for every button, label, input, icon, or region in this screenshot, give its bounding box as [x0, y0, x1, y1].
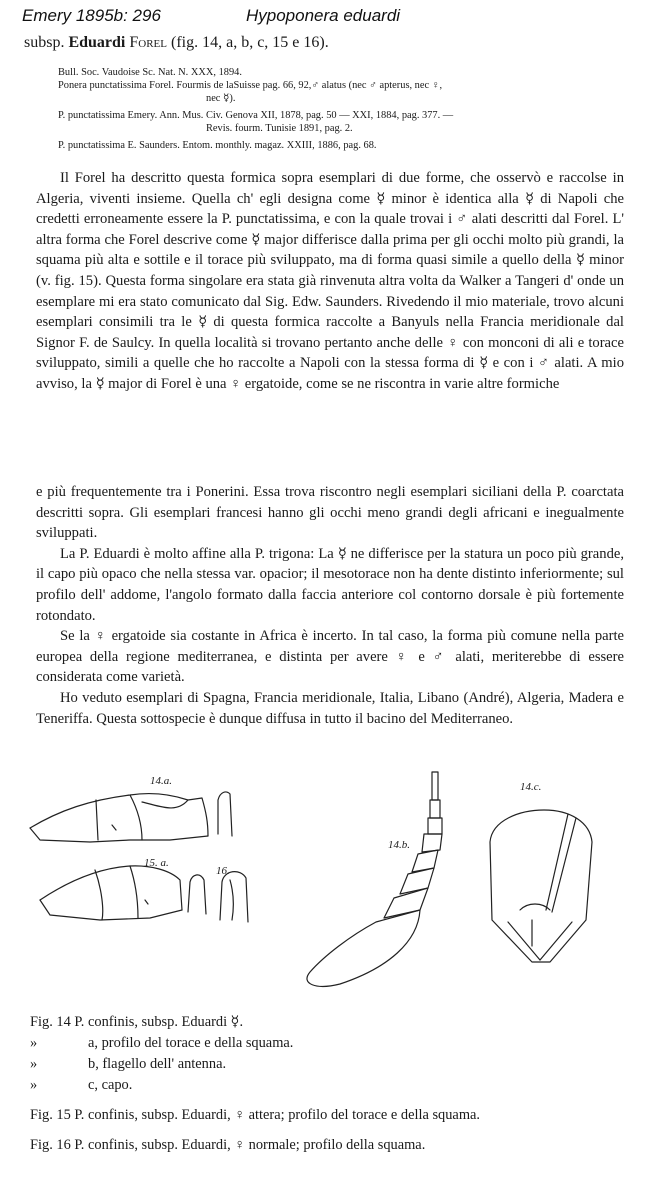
paragraph: Se la ♀ ergatoide sia costante in Africa è incerto. In tal caso, la forma più comune nella parte europea della regione mediterranea, e distinta per avere ♀ e ♂ alati, meriterebbe di essere considerata come varietà. — [36, 628, 624, 686]
fig-16-squama-profile — [220, 872, 248, 922]
header-citation: Emery 1895b: 296 — [22, 6, 161, 25]
fig-14a-thorax-profile — [30, 792, 232, 842]
ditto-mark: » — [30, 1077, 38, 1093]
caption-fig14a: a, profilo del torace e della squama. — [88, 1035, 294, 1051]
paragraph: Ho veduto esemplari di Spagna, Francia meridionale, Italia, Libano (André), Algeria, Madera e Teneriffa. Questa sottospecie è dunque diffusa in tutto il bacino del Mediterraneo. — [36, 689, 624, 727]
reference-line: P. punctatissima E. Saunders. Entom. monthly. magaz. XXIII, 1886, pag. 68. — [58, 140, 377, 151]
paragraph: e più frequentemente tra i Ponerini. Essa trova riscontro negli esemplari siciliani della P. coarctata descritti sopra. Gli esemplari francesi hanno gli occhi meno grandi degli africani e inegualmente sviluppati. — [36, 484, 624, 542]
figure-plate — [20, 770, 640, 995]
paragraph: La P. Eduardi è molto affine alla P. trigona: La ☿ ne differisce per la statura un poco più grande, il capo più opaco che nella stessa var. opacior; il mesotorace non ha dente distinto inferiormente; sul profilo dell' addome, l'angolo formato dalla faccia anteriore col contorno dorsale è più fortemente rotondato. — [36, 545, 624, 624]
subspecies-author: Forel — [129, 34, 167, 51]
fig-15a-thorax-profile — [40, 866, 206, 920]
fig-14c-head — [490, 810, 592, 962]
reference-line: Revis. fourm. Tunisie 1891, pag. 2. — [206, 123, 353, 134]
fig-14c-label: 14.c. — [520, 781, 542, 793]
fig-16-label: 16. — [216, 865, 230, 877]
fig-15a-label: 15. a. — [144, 857, 169, 869]
caption-fig14a-row — [30, 1033, 630, 1054]
subspecies-prefix: subsp. — [24, 34, 69, 51]
header-species: Hypoponera eduardi — [246, 6, 401, 25]
figure-captions — [30, 1012, 630, 1156]
synonymy-references — [58, 66, 633, 152]
caption-fig14c: c, capo. — [88, 1077, 133, 1093]
reference-line: Ponera punctatissima Forel. Fourmis de laSuisse pag. 66, 92,♂ alatus (nec ♂ apterus, nec ♀, — [58, 80, 443, 91]
caption-fig16: Fig. 16 P. confinis, subsp. Eduardi, ♀ normale; profilo della squama. — [30, 1137, 426, 1153]
fig-14b-antenna-flagellum — [307, 772, 442, 986]
caption-fig14b: b, flagello dell' antenna. — [88, 1056, 227, 1072]
body-block-1 — [36, 168, 624, 395]
fig-14b-label: 14.b. — [388, 839, 410, 851]
caption-fig15: Fig. 15 P. confinis, subsp. Eduardi, ♀ attera; profilo del torace e della squama. — [30, 1107, 481, 1123]
caption-fig14c-row — [30, 1075, 630, 1096]
reference-line: Bull. Soc. Vaudoise Sc. Nat. N. XXX, 1894. — [58, 67, 242, 78]
reference-line: nec ☿). — [206, 93, 236, 104]
subspecies-heading — [24, 34, 329, 52]
reference-line: P. punctatissima Emery. Ann. Mus. Civ. Genova XII, 1878, pag. 50 — XXI, 1884, pag. 377. — — [58, 110, 454, 121]
subspecies-figref: (fig. 14, a, b, c, 15 e 16). — [171, 34, 329, 51]
paragraph: Il Forel ha descritto questa formica sopra esemplari di due forme, che osservò e raccolse in Algeria, viventi insieme. Quella ch' egli designa come ☿ minor è identica alla ☿ di Napoli che credetti erroneamente essere la P. punctatissima, e con la quale trovai i ♂ alati descritti dal Forel. L' altra forma che Forel descrive come ☿ major differisce dalla prima per gli occhi molto più grandi, la squama più alta e sottile e il torace più sviluppato, ma di forma quasi simile a quello della ☿ minor (v. fig. 15). Questa forma singolare era stata già rinvenuta altra volta da Walker a Tangeri d' onde un esemplare mi era stato comunicato dal Sig. Edw. Saunders. Rivedendo il mio materiale, trovo alcuni esemplari consimili tra le ☿ di questa formica raccolte a Banyuls nella Francia meridionale dal Signor F. de Saulcy. In quella località si trovano pertanto anche delle ♀ con monconi di ali e torace sviluppato, simili a quelle che ho raccolte a Napoli con la stessa forma di ☿ e con i ♂ alati. A mio avviso, la ☿ major di Forel è una ♀ ergatoide, come se ne riscontra in varie altre formiche — [36, 170, 624, 392]
ant-drawings — [20, 770, 640, 995]
caption-fig14b-row — [30, 1054, 630, 1075]
body-block-2 — [36, 482, 624, 729]
fig-14a-label: 14.a. — [150, 775, 172, 787]
subspecies-name: Eduardi — [68, 34, 126, 51]
ditto-mark: » — [30, 1035, 38, 1051]
caption-fig14: Fig. 14 P. confinis, subsp. Eduardi ☿. — [30, 1014, 244, 1030]
ditto-mark: » — [30, 1056, 38, 1072]
